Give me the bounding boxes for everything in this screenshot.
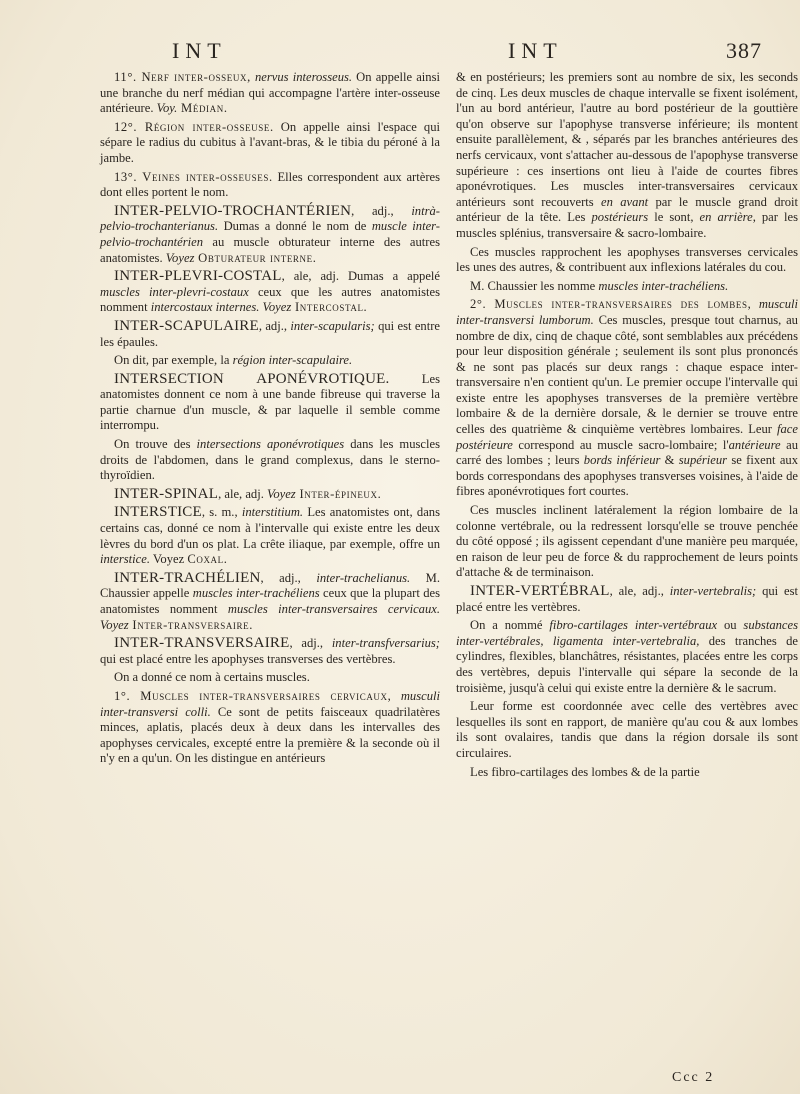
entry-text: M. Chaussier appelle [100,570,440,601]
entry-paragraph [100,269,440,316]
entry-paragraph [456,70,798,242]
entry-text: On appelle ainsi l'espace qui sépare le radius du cubitus à l'avant-bras, & le tibia du péroné à la jambe. [100,119,441,165]
entry-text: se fixent aux bords correspondans des apophyses transverses voisines, à l'aide de fibres aponévrotiques fort courtes. [456,453,799,499]
entry-text: On trouve des [114,437,197,452]
entry-text: Les fibro-cartilages des lombes & de la partie [470,764,700,779]
sub-entry-heading: 13°. Veines inter-osseuses. [114,169,273,184]
entry-text: qui est placé entre les apophyses transverses des vertèbres. [100,651,396,666]
entry-text: Ces muscles rapprochent les apophyses transverses cervicales les unes des autres, & contribuent aux inflexions latérales du cou. [456,244,798,275]
italic-term: en arrière [699,210,753,225]
page-number: 387 [726,38,762,63]
entry-paragraph [456,765,798,781]
latin-term: inter-vertebralis; [663,584,757,598]
entry-text: Ces muscles, presque tout charnus, au nombre de dix, cinq de chaque côté, sont semblables aux précédens pour leur disposition générale ; seulement ils sont plus prononcés & ne sont pas placés sur deux rangs : chaque espace inter-transversaire n'en contient qu'un. Le premier occupe l'intervalle qui existe entre les apophyses transverses de la première vertèbre lombaire & de la dernière dorsale, & le dernier se trouve entre celles des quatrième & cinquième vertèbres lombaires. Leur [456,312,798,437]
cross-reference-label: Voyez [100,617,129,632]
cross-reference-label: Voyez [259,300,292,315]
entry-paragraph [100,204,440,266]
entry-text: M. Chaussier les nomme [470,278,599,293]
entry-paragraph [456,618,798,696]
entry-paragraph [100,636,440,667]
entry-paragraph [100,70,440,117]
entry-text: ceux que la plupart des anatomistes nomment [100,586,440,616]
part-of-speech: , adj., [260,570,301,585]
italic-term: interstice. [100,552,151,567]
italic-term: antérieure [728,437,781,452]
latin-term: inter-scapularis; [287,318,375,333]
entry-text: correspond au muscle sacro-lombaire; l' [512,437,729,452]
entry-paragraph [100,372,440,434]
entry-text: On a nommé [470,618,550,633]
entry-text: par le muscle grand droit antérieur de la tête. Les [456,194,798,225]
entry-text: au muscle obturateur interne des autres anatomistes. [100,234,440,265]
entry-text: au carré des lombes ; leurs [456,437,798,468]
entry-text: , par les muscles splénius, transversaire & sacro-lombaire. [456,210,799,240]
entry-paragraph [456,297,798,500]
italic-term: muscles inter-transversaires cervicaux. [227,602,440,616]
entry-paragraph [100,487,440,503]
italic-term: substances inter-vertébrales, ligamenta inter-vertebralia, [456,618,798,648]
latin-term: intrà-pelvio-trochanterianus. [100,203,440,234]
latin-term: musculi inter-transversi colli. [100,688,440,719]
entry-paragraph [100,170,440,201]
italic-term: intercostaux internes. [150,300,260,315]
latin-term: inter-trachelianus. [300,570,411,585]
entry-paragraph [456,584,798,615]
italic-term: face postérieure [456,422,798,452]
part-of-speech: , ale, adj. [218,486,264,501]
entry-text: qui est entre les épaules. [100,318,440,349]
entry-text: & en postérieurs; les premiers sont au nombre de six, les seconds de cinq. Les deux muscles de chaque intervalle se fixent isolément, l'un au bord antérieur, l'autre au bord postérieur de la gouttière qu'on observe sur l'apophyse transverse inférieure; ils montent ensuite parallèlement, & , séparés par les branches antérieures des nerfs cervicaux, vont s'attacher au-dessous de l'apophyse transverse supérieure : ces insertions ont lieu à l'aide de courtes fibres aponévrotiques. Les muscles inter-transversaires cervicaux antérieurs sont recouverts [456,70,798,209]
cross-reference: Coxal. [187,552,228,567]
entry-paragraph [100,505,440,567]
entry-text: qui est placé entre les vertèbres. [456,584,798,614]
headword: INTER-PELVIO-TROCHANTÉRIEN [114,202,352,219]
headword: INTER-TRANSVERSAIRE [114,635,290,652]
running-head [100,38,768,68]
part-of-speech: , adj., [289,636,324,651]
entry-text: dans les muscles droits de l'abdomen, dans le grand complexus, dans le sterno-thyroïdien. [100,437,440,483]
entry-text: Elles correspondent aux artères dont elles portent le nom. [100,169,440,200]
italic-term: en avant [601,194,649,209]
entry-text: le sont, [648,210,700,225]
entry-paragraph [456,699,798,761]
entry-text: Dumas a donné le nom de [218,219,372,234]
headword: INTER-TRACHÉLIEN [114,569,261,586]
headword: INTER-VERTÉBRAL [470,583,610,599]
cross-reference: Obturateur interne. [194,250,317,265]
sub-entry-heading: 12°. Région inter-osseuse. [114,119,274,134]
running-head-right: INT [508,38,563,63]
part-of-speech: , adj., [351,203,394,218]
entry-text: des tranches de cylindres, flexibles, blanchâtres, résistantes, placées entre les corps des vertèbres, depuis l'intervalle qui sépare la seconde de la troisième, jusqu'à celui qui existe entre la dernière & le sacrum. [456,633,799,695]
latin-term: musculi inter-transversi lumborum. [456,297,798,327]
latin-term: interstitium. [237,505,304,520]
part-of-speech: , s. m., [201,505,238,520]
entry-paragraph [100,670,440,686]
entry-paragraph [456,245,798,276]
entry-text: Dumas a appelé [339,269,441,284]
entry-paragraph [100,353,440,369]
italic-term: muscles inter-plevri-costaux [100,284,249,299]
headword: INTER-SCAPULAIRE [114,317,259,334]
entry-text: Les anatomistes donnent ce nom à une bande fibreuse qui traverse la partie charnue d'un muscle, & par laquelle il semble comme interrompu. [100,371,440,433]
entry-text: ou [717,618,744,633]
cross-reference: Inter-épineux. [295,486,382,501]
cross-reference: Inter-transversaire. [128,617,253,632]
entry-paragraph [100,689,440,767]
italic-term: bords inférieur [583,453,661,468]
running-head-left: INT [172,38,227,63]
sub-entry-heading: 11°. Nerf inter-osseux, [114,70,251,84]
italic-term: muscles inter-trachéliens [192,586,320,601]
cross-reference-label: Voyez [162,250,195,265]
entry-paragraph [100,571,440,633]
italic-term: supérieur [678,453,728,468]
headword: INTERSECTION APONÉVROTIQUE. [114,370,390,387]
entry-text: On dit, par exemple, la [114,353,233,368]
part-of-speech: , adj., [258,318,288,333]
cross-reference: Médian. [177,101,228,116]
italic-term: postérieurs [591,210,649,225]
headword: INTER-PLEVRI-COSTAL [114,268,282,285]
right-column [456,70,798,783]
entry-text: Leur forme est coordonnée avec celle des vertèbres avec lesquelles ils sont en rapport, de manière qu'au cou & aux lombes ils sont ovalaires, tandis que dans la région dorsale ils sont circulaires. [456,699,798,760]
entry-paragraph [100,319,440,350]
entry-text: Ces muscles inclinent latéralement la région lombaire de la colonne vertébrale, ou la redressent lorsqu'elle se trouve penchée du côté opposé ; ils agissent cependant d'une manière peu marquée, en raison de leur peu de force & du rapprochement de leurs points d'attache & de terminaison. [456,503,798,580]
italic-term: muscles inter-trachéliens. [598,278,729,293]
left-column [100,70,440,770]
entry-paragraph [456,279,798,295]
cross-reference-label: Voy. [153,101,178,116]
cross-reference: Intercostal. [291,300,368,315]
entry-text: Ce sont de petits faisceaux quadrilatères minces, aplatis, placés deux à deux dans les intervalles des apophyses cervicales, excepté entre la première & la seconde où il n'y en a qu'un. On les distingue en antérieurs [100,704,440,766]
headword: INTER-SPINAL [114,485,219,502]
entry-text: On appelle ainsi une branche du nerf médian qui accompagne l'artère inter-osseuse antérieure. [100,70,440,116]
entry-text: & [660,453,679,468]
sub-entry-heading: 2°. Muscles inter-transversaires des lombes, [470,297,752,312]
italic-term: muscle inter-pelvio-trochantérien [100,219,440,249]
latin-term: inter-transfversarius; [323,636,441,651]
entry-text: Voyez [150,552,188,567]
latin-term: nervus interosseus. [250,70,353,84]
part-of-speech: , ale, adj., [609,584,664,598]
italic-term: fibro-cartilages inter-vertébraux [549,618,718,633]
italic-term: intersections aponévrotiques [196,437,345,452]
entry-paragraph [100,437,440,484]
entry-text: Les anatomistes ont, dans certains cas, donné ce nom à l'intervalle qui existe entre les deux lèvres du bord d'un os plat. La crête iliaque, par exemple, offre un [100,505,441,551]
signature-mark: Ccc 2 [672,1070,715,1085]
sub-entry-heading: 1°. Muscles inter-transversaires cervicaux, [114,688,392,703]
entry-text: On a donné ce nom à certains muscles. [114,670,310,685]
italic-term: région inter-scapulaire. [232,353,353,368]
cross-reference-label: Voyez [263,486,296,501]
entry-paragraph [100,120,440,167]
headword: INTERSTICE [114,504,202,521]
entry-text: ceux que les autres anatomistes nomment [100,284,440,315]
part-of-speech: , ale, adj. [281,269,340,284]
entry-paragraph [456,503,798,581]
